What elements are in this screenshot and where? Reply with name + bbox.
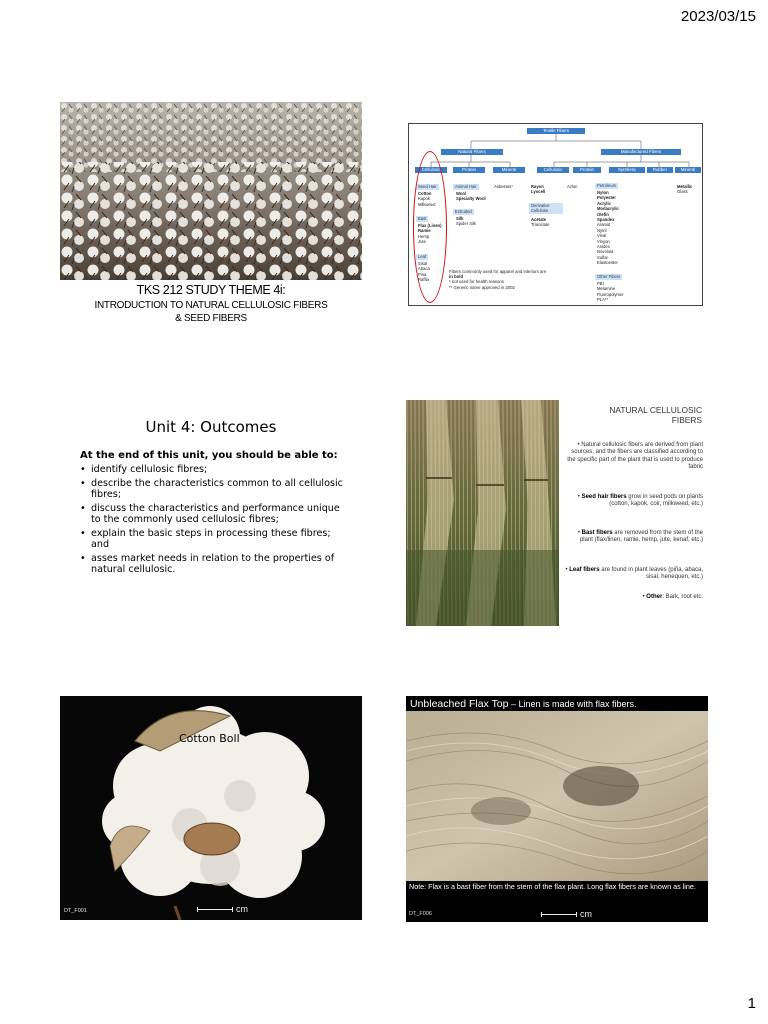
node-natural-cellulosic: Cellulosic xyxy=(415,167,447,173)
fiber-list-item: Fluoropolymer xyxy=(597,291,624,297)
fiber-list-item: Aramid xyxy=(597,222,611,228)
fiber-ramie: Ramie xyxy=(418,228,431,234)
fiber-triacetate: Triacetate xyxy=(531,222,550,228)
fiber-list-item: Nytril xyxy=(597,227,607,233)
fiber-azlon: Azlon xyxy=(567,184,578,189)
rayon-list xyxy=(531,184,545,195)
node-natural-protein: Protein xyxy=(453,167,485,173)
page-number: 1 xyxy=(747,995,756,1012)
definition-text: Natural cellulosic fibers are derived from plant sources, and the fibers are classified according to the specific part of the plant that is used to produce fabric xyxy=(567,442,703,471)
fiber-wool: Wool xyxy=(456,191,467,196)
image-code: DT_F001 xyxy=(64,908,87,914)
cotton-boll-caption: Cotton Boll xyxy=(179,732,240,745)
title-line-1: NATURAL CELLULOSIC xyxy=(609,405,702,415)
fiber-hemp: Hemp xyxy=(418,233,430,239)
slide-outcomes xyxy=(60,400,362,628)
node-natural-mineral: Mineral xyxy=(493,167,525,173)
man-mineral-list xyxy=(677,184,692,195)
fiber-sisal: Sisal xyxy=(418,261,428,266)
outcomes-intro: At the end of this unit, you should be able to: xyxy=(80,450,338,461)
fiber-list-item: Vinyon xyxy=(597,238,610,244)
animal-hair-list xyxy=(456,191,486,202)
fiber-specialty-wool: Specialty Wool xyxy=(456,196,486,202)
node-other-fibers: Other Fibers xyxy=(597,274,621,279)
outcomes-list xyxy=(80,464,348,578)
scale-unit: cm xyxy=(236,904,248,914)
fiber-kapok: Kapok xyxy=(418,196,430,202)
node-bast: Bast xyxy=(418,216,427,221)
bullet-leaf: • Leaf fibers are found in plant leaves (piña, abaca, sisal, henequen, etc.) xyxy=(565,567,703,581)
fiber-list-item: Melamine xyxy=(597,286,616,292)
fiber-list-item: PLA** xyxy=(597,297,609,303)
node-man-cellulosic: Cellulosic xyxy=(537,167,569,173)
leaf-text: are found in plant leaves (piña, abaca, sisal, henequen, etc.) xyxy=(599,567,703,581)
fiber-list-item: Anidex xyxy=(597,244,610,250)
fiber-list-item: Spandex xyxy=(597,217,615,223)
node-natural-fibers: Natural Fibers xyxy=(441,149,503,155)
fiber-list-item: PBI xyxy=(597,281,604,286)
seed-hair-label: Seed hair fibers xyxy=(581,494,627,500)
fiber-list-item: Vinal xyxy=(597,233,607,239)
legend-line-3: * not used for health reasons xyxy=(449,279,504,285)
subtitle-line-1: INTRODUCTION TO NATURAL CELLULOSIC FIBERS xyxy=(94,300,328,311)
classification-legend xyxy=(449,269,546,290)
node-man-synthetic: Synthetic xyxy=(609,167,645,173)
outcome-item: • discuss the characteristics and performance unique to the commonly used cellulosic fibres; xyxy=(80,503,348,526)
fiber-list-item: Novoloid xyxy=(597,249,614,255)
node-animal-hair: Animal Hair xyxy=(455,184,477,189)
title-line-2: FIBERS xyxy=(671,415,702,425)
fiber-glass: Glass xyxy=(677,189,688,195)
node-derivative-cellulose: Derivative Cellulose xyxy=(529,203,563,214)
fiber-milkweed: Milkweed xyxy=(418,201,436,207)
cotton-field-photo xyxy=(60,102,362,280)
flax-bundles-photo xyxy=(406,400,559,626)
other-fibers-list xyxy=(597,281,624,303)
image-code: DT_F006 xyxy=(409,911,432,917)
bast-label: Bast fibers xyxy=(581,530,613,536)
petroleum-list xyxy=(597,190,619,266)
legend-line-2: in bold xyxy=(449,274,464,280)
outcomes-title: Unit 4: Outcomes xyxy=(145,418,277,436)
node-manufactured-fibers: Manufactured Fibers xyxy=(601,149,681,155)
fiber-raffia: Raffia xyxy=(418,277,429,283)
fiber-flax: Flax (Linen) xyxy=(418,223,442,228)
fiber-list-item: Nylon xyxy=(597,190,609,195)
flax-header-main: Unbleached Flax Top xyxy=(410,698,509,710)
leaf-label: Leaf fibers xyxy=(569,567,600,573)
slide-title xyxy=(60,102,362,332)
subtitle-line-2: & SEED FIBERS xyxy=(175,313,247,324)
bullet-seed-hair: • Seed hair fibers grow in seed pods on plants (cotton, kapok, coir, milkweed, etc.) xyxy=(577,494,703,508)
node-extruded: Extruded xyxy=(455,209,472,214)
slide-fiber-classification xyxy=(408,123,703,306)
seed-hair-text: grow in seed pods on plants (cotton, kapok, coir, milkweed, etc.) xyxy=(609,494,703,508)
bullet-bast: • Bast fibers are removed from the stem of the plant (flax/linen, ramie, hemp, jute, kenaf, etc.) xyxy=(577,530,703,544)
fiber-pina: Pina xyxy=(418,271,427,277)
fiber-lyocell: Lyocell xyxy=(531,189,546,195)
scale-bar xyxy=(197,907,233,912)
flax-top-photo xyxy=(406,711,708,881)
flax-header xyxy=(410,698,637,710)
scale-unit: cm xyxy=(580,909,592,919)
fiber-list-item: Olefin xyxy=(597,211,609,217)
derivative-list xyxy=(531,217,549,228)
fiber-rayon: Rayon xyxy=(531,184,544,189)
fiber-abaca: Abaca xyxy=(418,266,430,272)
flax-note: Note: Flax is a bast fiber from the stem of the flax plant. Long flax fibers are known as line. xyxy=(409,882,696,891)
node-textile-fibers: Textile Fibers xyxy=(527,128,585,134)
outcome-item: • asses market needs in relation to the properties of natural cellulosic. xyxy=(80,553,348,576)
other-label: Other xyxy=(646,594,663,600)
node-seed-hair: Seed Hair xyxy=(418,184,437,189)
node-man-protein: Protein xyxy=(573,167,601,173)
extruded-list xyxy=(456,216,476,227)
slide-cotton-boll xyxy=(60,696,362,920)
fiber-list-item: Elastoester xyxy=(597,260,618,266)
page-date: 2023/03/15 xyxy=(680,8,756,25)
bullet-definition: • Natural cellulosic fibers are derived from plant sources, and the fibers are classified according to the specific part of the plant that is used to produce fabric xyxy=(567,442,703,471)
slide-flax-top xyxy=(406,696,708,922)
other-text: : Bark, root etc. xyxy=(662,594,703,600)
node-petroleum: Petroleum xyxy=(597,183,617,188)
slide-natural-cellulosic xyxy=(406,400,708,626)
fiber-cotton: Cotton xyxy=(418,191,432,196)
fiber-acetate: Acetate xyxy=(531,217,547,222)
fiber-list-item: Modacrylic xyxy=(597,206,619,212)
legend-line-4: ** Generic name approved in 2002 xyxy=(449,284,515,290)
outcome-item: • explain the basic steps in processing these fibres; and xyxy=(80,528,348,551)
scale-bar xyxy=(541,912,577,917)
fiber-spider-silk: Spider Silk xyxy=(456,221,477,227)
cellulosic-highlight-oval xyxy=(413,151,447,303)
fiber-asbestos: Asbestos* xyxy=(494,184,513,189)
fiber-jute: Jute xyxy=(418,239,426,245)
node-leaf: Leaf xyxy=(418,254,427,259)
flax-header-tail: – Linen is made with flax fibers. xyxy=(508,699,637,709)
cotton-boll-photo xyxy=(60,696,362,920)
natural-cellulosic-title xyxy=(566,405,702,425)
node-man-rubber: Rubber xyxy=(647,167,673,173)
bast-text: are removed from the stem of the plant (flax/linen, ramie, hemp, jute, kenaf, etc.) xyxy=(579,530,703,544)
fiber-metallic: Metallic xyxy=(677,184,693,189)
legend-line-1: Fibers commonly used for apparel and interiors are xyxy=(449,269,547,274)
fiber-list-item: Sulfar xyxy=(597,254,608,260)
bullet-other: • Other: Bark, root etc. xyxy=(642,594,703,600)
slide-title-heading: TKS 212 STUDY THEME 4i: xyxy=(136,283,286,297)
outcome-item: • describe the characteristics common to all cellulosic fibres; xyxy=(80,478,348,501)
fiber-list-item: Polyester xyxy=(597,195,616,201)
fiber-silk: Silk xyxy=(456,216,464,221)
node-man-mineral: Mineral xyxy=(675,167,701,173)
slide-title-subtitle xyxy=(60,299,362,325)
fiber-list-item: Acrylic xyxy=(597,200,611,206)
outcome-item: • identify cellulosic fibres; xyxy=(80,464,348,476)
